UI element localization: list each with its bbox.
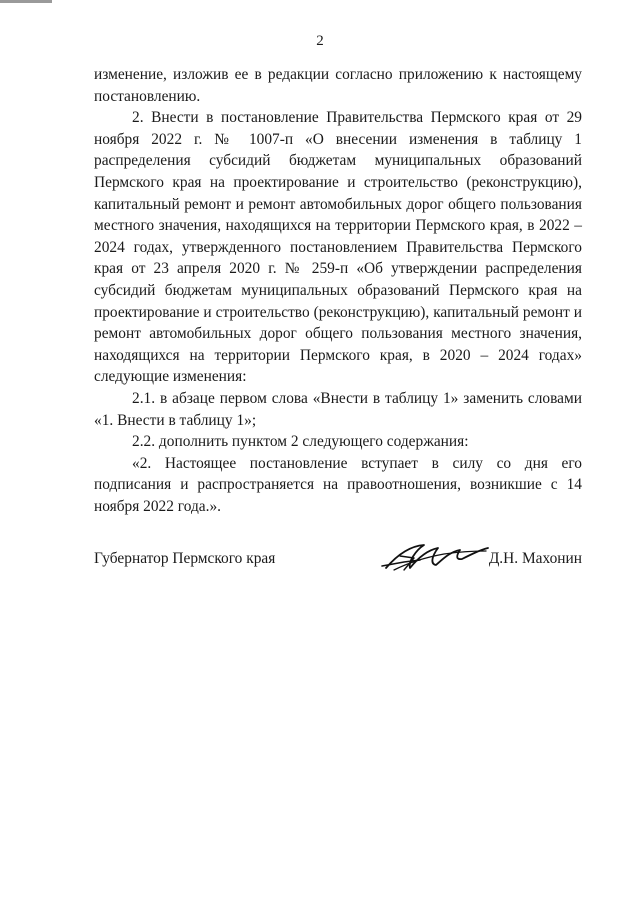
signature-block: [94, 550, 582, 580]
paragraph-3: 2.1. в абзаце первом слова «Внести в таблицу 1» заменить словами «1. Внести в таблицу 1»;: [94, 389, 582, 429]
document-body: [94, 64, 582, 517]
paragraph-5: «2. Настоящее постановление вступает в силу со дня его подписания и распространяется на правоотношения, возникшие с 14 ноября 2022 года.».: [94, 454, 582, 515]
signer-name: Д.Н. Махонин: [488, 550, 582, 567]
paragraph-1: изменение, изложив ее в редакции согласно приложению к настоящему постановлению.: [94, 66, 582, 105]
scan-edge-mark: [0, 0, 52, 3]
page-number: 2: [316, 33, 324, 49]
signer-title: Губернатор Пермского края: [94, 550, 276, 567]
paragraph-4: 2.2. дополнить пунктом 2 следующего содержания:: [132, 433, 469, 451]
paragraph-2: 2. Внести в постановление Правительства Пермского края от 29 ноября 2022 г. № 1007-п «О внесении изменения в таблицу 1 распределения субсидий бюджетам муниципальных образований Пермского края на проектирование и строительство (реконструкцию), капитальный ремонт и ремонт автомобильных дорог общего пользования местного значения, находящихся на территории Пермского края, в 2022 – 2024 годах, утвержденного постановлением Правительства Пермского края от 23 апреля 2020 г. № 259-п «Об утверждении распределения субсидий бюджетам муниципальных образований Пермского края на проектирование и строительство (реконструкцию), капитальный ремонт и ремонт автомобильных дорог общего пользования местного значения, находящихся на территории Пермского края, в 2020 – 2024 годах» следующие изменения:: [94, 109, 582, 386]
handwritten-signature: [380, 540, 490, 574]
